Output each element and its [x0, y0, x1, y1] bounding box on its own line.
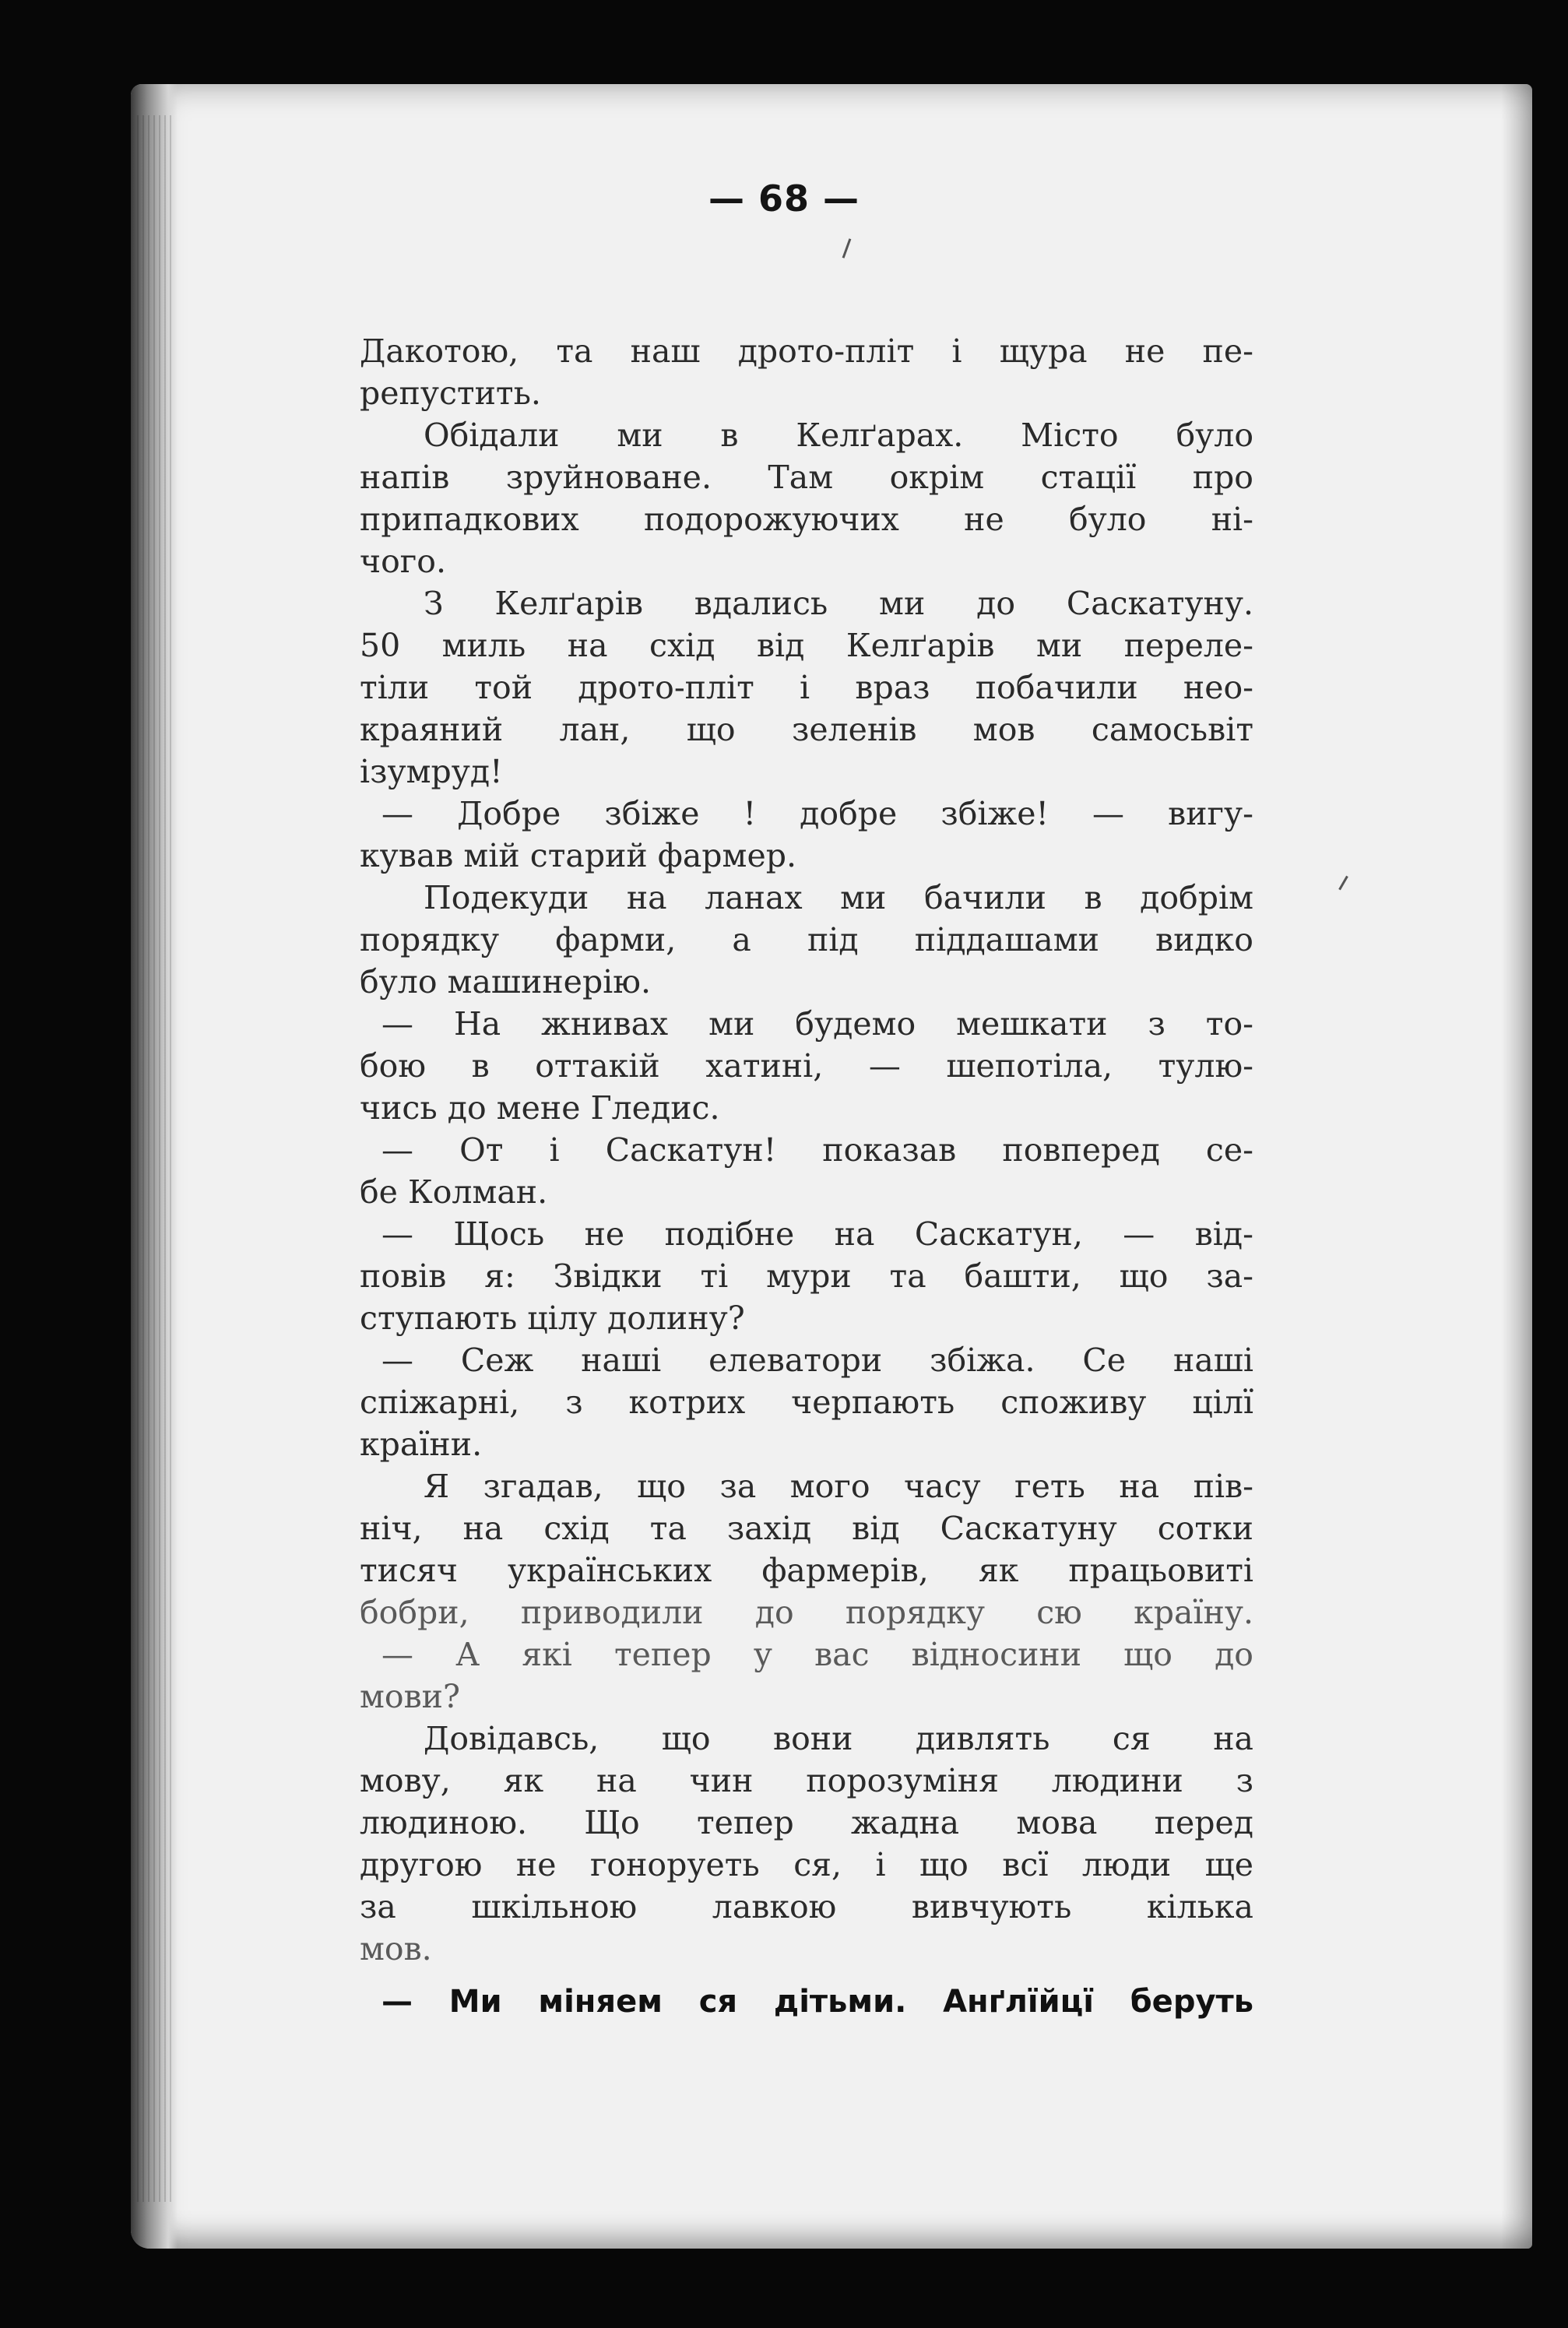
text-line: напів зруйноване. Там окрім стації про	[360, 459, 1253, 496]
text-line: мови?	[360, 1678, 460, 1715]
text-line: порядку фарми, а під піддашами видко	[360, 921, 1253, 958]
text-line: чого.	[360, 543, 446, 580]
text-line: другою не гоноруеть ся, і що всї люди ще	[360, 1846, 1253, 1883]
text-line: припадкових подорожуючих не було ні-	[360, 501, 1253, 538]
text-line: — На жнивах ми будемо мешкати з то-	[381, 1005, 1253, 1043]
text-line: З Келґарів вдались ми до Саскатуну.	[424, 585, 1253, 622]
text-line: — От і Саскатун! показав повперед се-	[381, 1131, 1253, 1169]
text-line: Довідавсь, що вони дивлять ся на	[424, 1720, 1253, 1757]
page-right-shadow	[1501, 84, 1532, 2249]
text-line: — А які тепер у вас відносини що до	[381, 1636, 1253, 1673]
text-line: ізумруд!	[360, 753, 503, 790]
text-line: спіжарні, з котрих черпають споживу цілї	[360, 1384, 1253, 1421]
text-line: — Ми міняем ся дітьми. Анґлїйцї беруть	[381, 1984, 1253, 2020]
page-number: — 68 —	[708, 178, 860, 220]
text-line: країни.	[360, 1426, 483, 1463]
text-line: Дакотою, та наш дрото-пліт і щура не пе-	[360, 332, 1253, 370]
text-line: бобри, приводили до порядку сю країну.	[360, 1594, 1253, 1631]
text-line: Обідали ми в Келґарах. Місто було	[424, 417, 1253, 454]
text-line: повів я: Звідки ті мури та башти, що за-	[360, 1257, 1253, 1295]
text-line: ніч, на схід та захід від Саскатуну сотки	[360, 1510, 1253, 1547]
text-line: мову, як на чин порозуміня людини з	[360, 1762, 1253, 1799]
text-line: мов.	[360, 1930, 432, 1968]
body-text	[360, 330, 1253, 2023]
text-line: краяний лан, що зеленів мов самосьвіт	[360, 711, 1253, 748]
text-line: репустить.	[360, 375, 541, 412]
text-line: тисяч українських фармерів, як працьовиті	[360, 1552, 1253, 1589]
text-line: чись до мене Гледис.	[360, 1089, 720, 1127]
text-line: бою в оттакій хатині, — шепотіла, тулю-	[360, 1047, 1253, 1085]
text-line: Подекуди на ланах ми бачили в добрім	[424, 879, 1253, 916]
text-line: за шкільною лавкою вивчують кілька	[360, 1888, 1253, 1925]
text-line: кував мій старий фармер.	[360, 837, 796, 874]
text-line: бе Колман.	[360, 1173, 548, 1211]
text-line: 50 миль на схід від Келґарів ми переле-	[360, 627, 1253, 664]
text-line: — Сеж наші елеватори збіжа. Се наші	[381, 1342, 1253, 1379]
text-line: — Добре збіже ! добре збіже! — вигу-	[381, 795, 1253, 832]
text-line: ступають цілу долину?	[360, 1299, 745, 1337]
text-line: було машинерію.	[360, 963, 652, 1000]
text-line: — Щось не подібне на Саскатун, — від-	[381, 1215, 1253, 1253]
page-edge-texture	[137, 115, 171, 2202]
text-line: людиною. Що тепер жадна мова перед	[360, 1804, 1253, 1841]
text-line: тіли той дрото-пліт і враз побачили нео-	[360, 669, 1253, 706]
text-line: Я згадав, що за мого часу геть на пів-	[424, 1468, 1253, 1505]
